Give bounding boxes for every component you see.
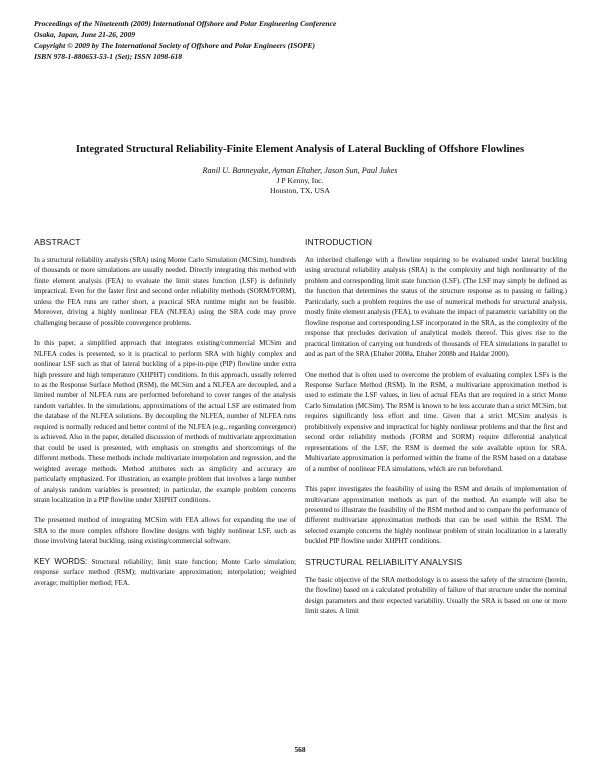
- paper-title: Integrated Structural Reliability-Finite Element Analysis of Lateral Buckling of Offshore Flowlines: [75, 144, 525, 155]
- introduction-heading: INTRODUCTION: [305, 237, 373, 247]
- page-number: 568: [294, 745, 306, 754]
- keywords-text: Structural reliability; limit state function; Monte Carlo simulation; response surface method (RSM); multivariate approximation; interpolation; weighted average; multiplier method; FEA.: [34, 557, 296, 587]
- header-line-isbn: ISBN 978-1-880653-53-1 (Set); ISSN 1098-618: [34, 52, 183, 61]
- sra-heading: STRUCTURAL RELIABILITY ANALYSIS: [305, 556, 463, 567]
- keywords-label: KEY WORDS:: [34, 556, 88, 566]
- header-line-proceedings: Proceedings of the Nineteenth (2009) International Offshore and Polar Engineering Conference: [34, 19, 337, 28]
- left-column: [34, 237, 296, 588]
- keywords: [34, 557, 296, 588]
- introduction-paragraph-3: This paper investigates the feasibility of using the RSM and details of implementation of multivariate approximation methods as part of the method. An example will also be presented to illustrate the feasibility of the RSM method and to compare the performance of different multivariate approximation methods that can be used within the RSM. The selected example concerns the highly nonlinear problem of strain localization in a laterally buckled PIP flowline under XHPHT conditions.: [305, 485, 567, 546]
- abstract-heading: ABSTRACT: [34, 237, 81, 247]
- abstract-paragraph-1: In a structural reliability analysis (SRA) using Monte Carlo Simulation (MCSim), hundreds of thousands or more simulations are usually needed. Directly integrating this method with finite element analysis (FEA) to evaluate the limit states function (LSF) is definitely impractical. Even for the faster first and second order reliability methods (SORM/FORM), unless the FEA runs are rather short, a practical SRA runtime might not be feasible. Moreover, driving a highly nonlinear FEA (NLFEA) using the SRA code may prove challenging because of possible convergence problems.: [34, 256, 296, 327]
- affiliation: [30, 176, 570, 196]
- introduction-paragraph-2: One method that is often used to overcome the problem of evaluating complex LSFs is the Response Surface Method (RSM). In the RSM, a multivariate approximation method is used to estimate the LSF values, in lieu of actual FEAs that are required in a strict Monte Carlo Simulation (MCSim). The RSM is known to be less accurate than a strict MCSim, but requires significantly less effort and time. Given that a strict MCSim analysis is prohibitively expensive and impractical for highly nonlinear problems and that the first and second order reliability methods (FORM and SORM) require differential analytical representations of the LSF, the RSM is deemed the sole available option for SRA. Multivariate approximation is performed within the frame of the RSM based on a database of a number of nonlinear FEA simulations, which are run beforehand.: [305, 370, 567, 473]
- conference-header: [34, 18, 574, 62]
- right-column: [305, 237, 567, 617]
- introduction-paragraph-1: An inherited challenge with a flowline requiring to be evaluated under lateral buckling using structural reliability analysis (SRA) is the complexity and high nonlinearity of the problem and corresponding limit state function (LSF). (The LSF may simply be defined as the function that determines the status of the structure response as to passing or failing.) Particularly, such a problem requires the use of numerical methods for structural analysis, mostly finite element analysis (FEA), to evaluate the impact of parametric variability on the flowline response and corresponding LSF incorporated in the SRA, as the complexity of the response that precludes derivation of analytical models thereof. This gives rise to the practical limitation of carrying out hundreds of thousands of FEA simulations in parallel to and as part of the SRA (Eltaher 2008a, Eltaher 2008b and Haldar 2000).: [305, 256, 567, 359]
- paper-authors: Ranil U. Banneyake, Ayman Eltaher, Jason Sun, Paul Jukes: [202, 166, 398, 175]
- abstract-paragraph-2: In this paper, a simplified approach that integrates existing/commercial MCSim and NLFEA codes is presented, so it is practical to perform SRA with highly complex and nonlinear LSF such as that of lateral buckling of a pipe-in-pipe (PIP) flowline under extra high pressure and high temperature (XHPHT) conditions. In this approach, usually referred to as the Response Surface Method (RSM), the MCSim and a NLFEA are decoupled, and a limited number of NLFEA runs are performed beforehand to cover ranges of the analysis random variables. In the simulations, approximations of the actual LSF are estimated from the database of the NLFEA solutions. By decoupling the NLFEA, number of NLFEA runs required is normally reduced and better control of the NLFEA (e.g., regarding convergence) is achieved. Also in the paper, detailed discussion of methods of multivariate approximation that could be used is presented, with emphasis on strengths and shortcomings of the different methods. These methods include multivariate interpolation and regression, and the weighted average methods. Method attributes such as simplicity and accuracy are particularly emphasized. For illustration, an example problem that involves a large number of analysis random variables is presented; in particular, the example problem concerns strain localization in a PIP flowline under XHPHT conditions.: [34, 339, 296, 504]
- abstract-paragraph-3: The presented method of integrating MCSim with FEA allows for expanding the use of SRA to the more complex offshore flowline designs with highly nonlinear LSF, such as those involving lateral buckling, using existing/commercial software.: [34, 516, 296, 546]
- header-line-location: Osaka, Japan, June 21-26, 2009: [34, 30, 136, 39]
- affiliation-location: Houston, TX, USA: [269, 186, 331, 195]
- sra-paragraph-1: The basic objective of the SRA methodology is to assess the safety of the structure (herein, the flowline) based on a calculated probability of failure of that structure under the nominal design parameters and their expected variability. Usually the SRA is based on one or more limit states. A limit: [305, 575, 567, 616]
- affiliation-company: J P Kenny, Inc.: [276, 176, 324, 185]
- header-line-copyright: Copyright © 2009 by The International Society of Offshore and Polar Engineers (ISOPE): [34, 41, 316, 50]
